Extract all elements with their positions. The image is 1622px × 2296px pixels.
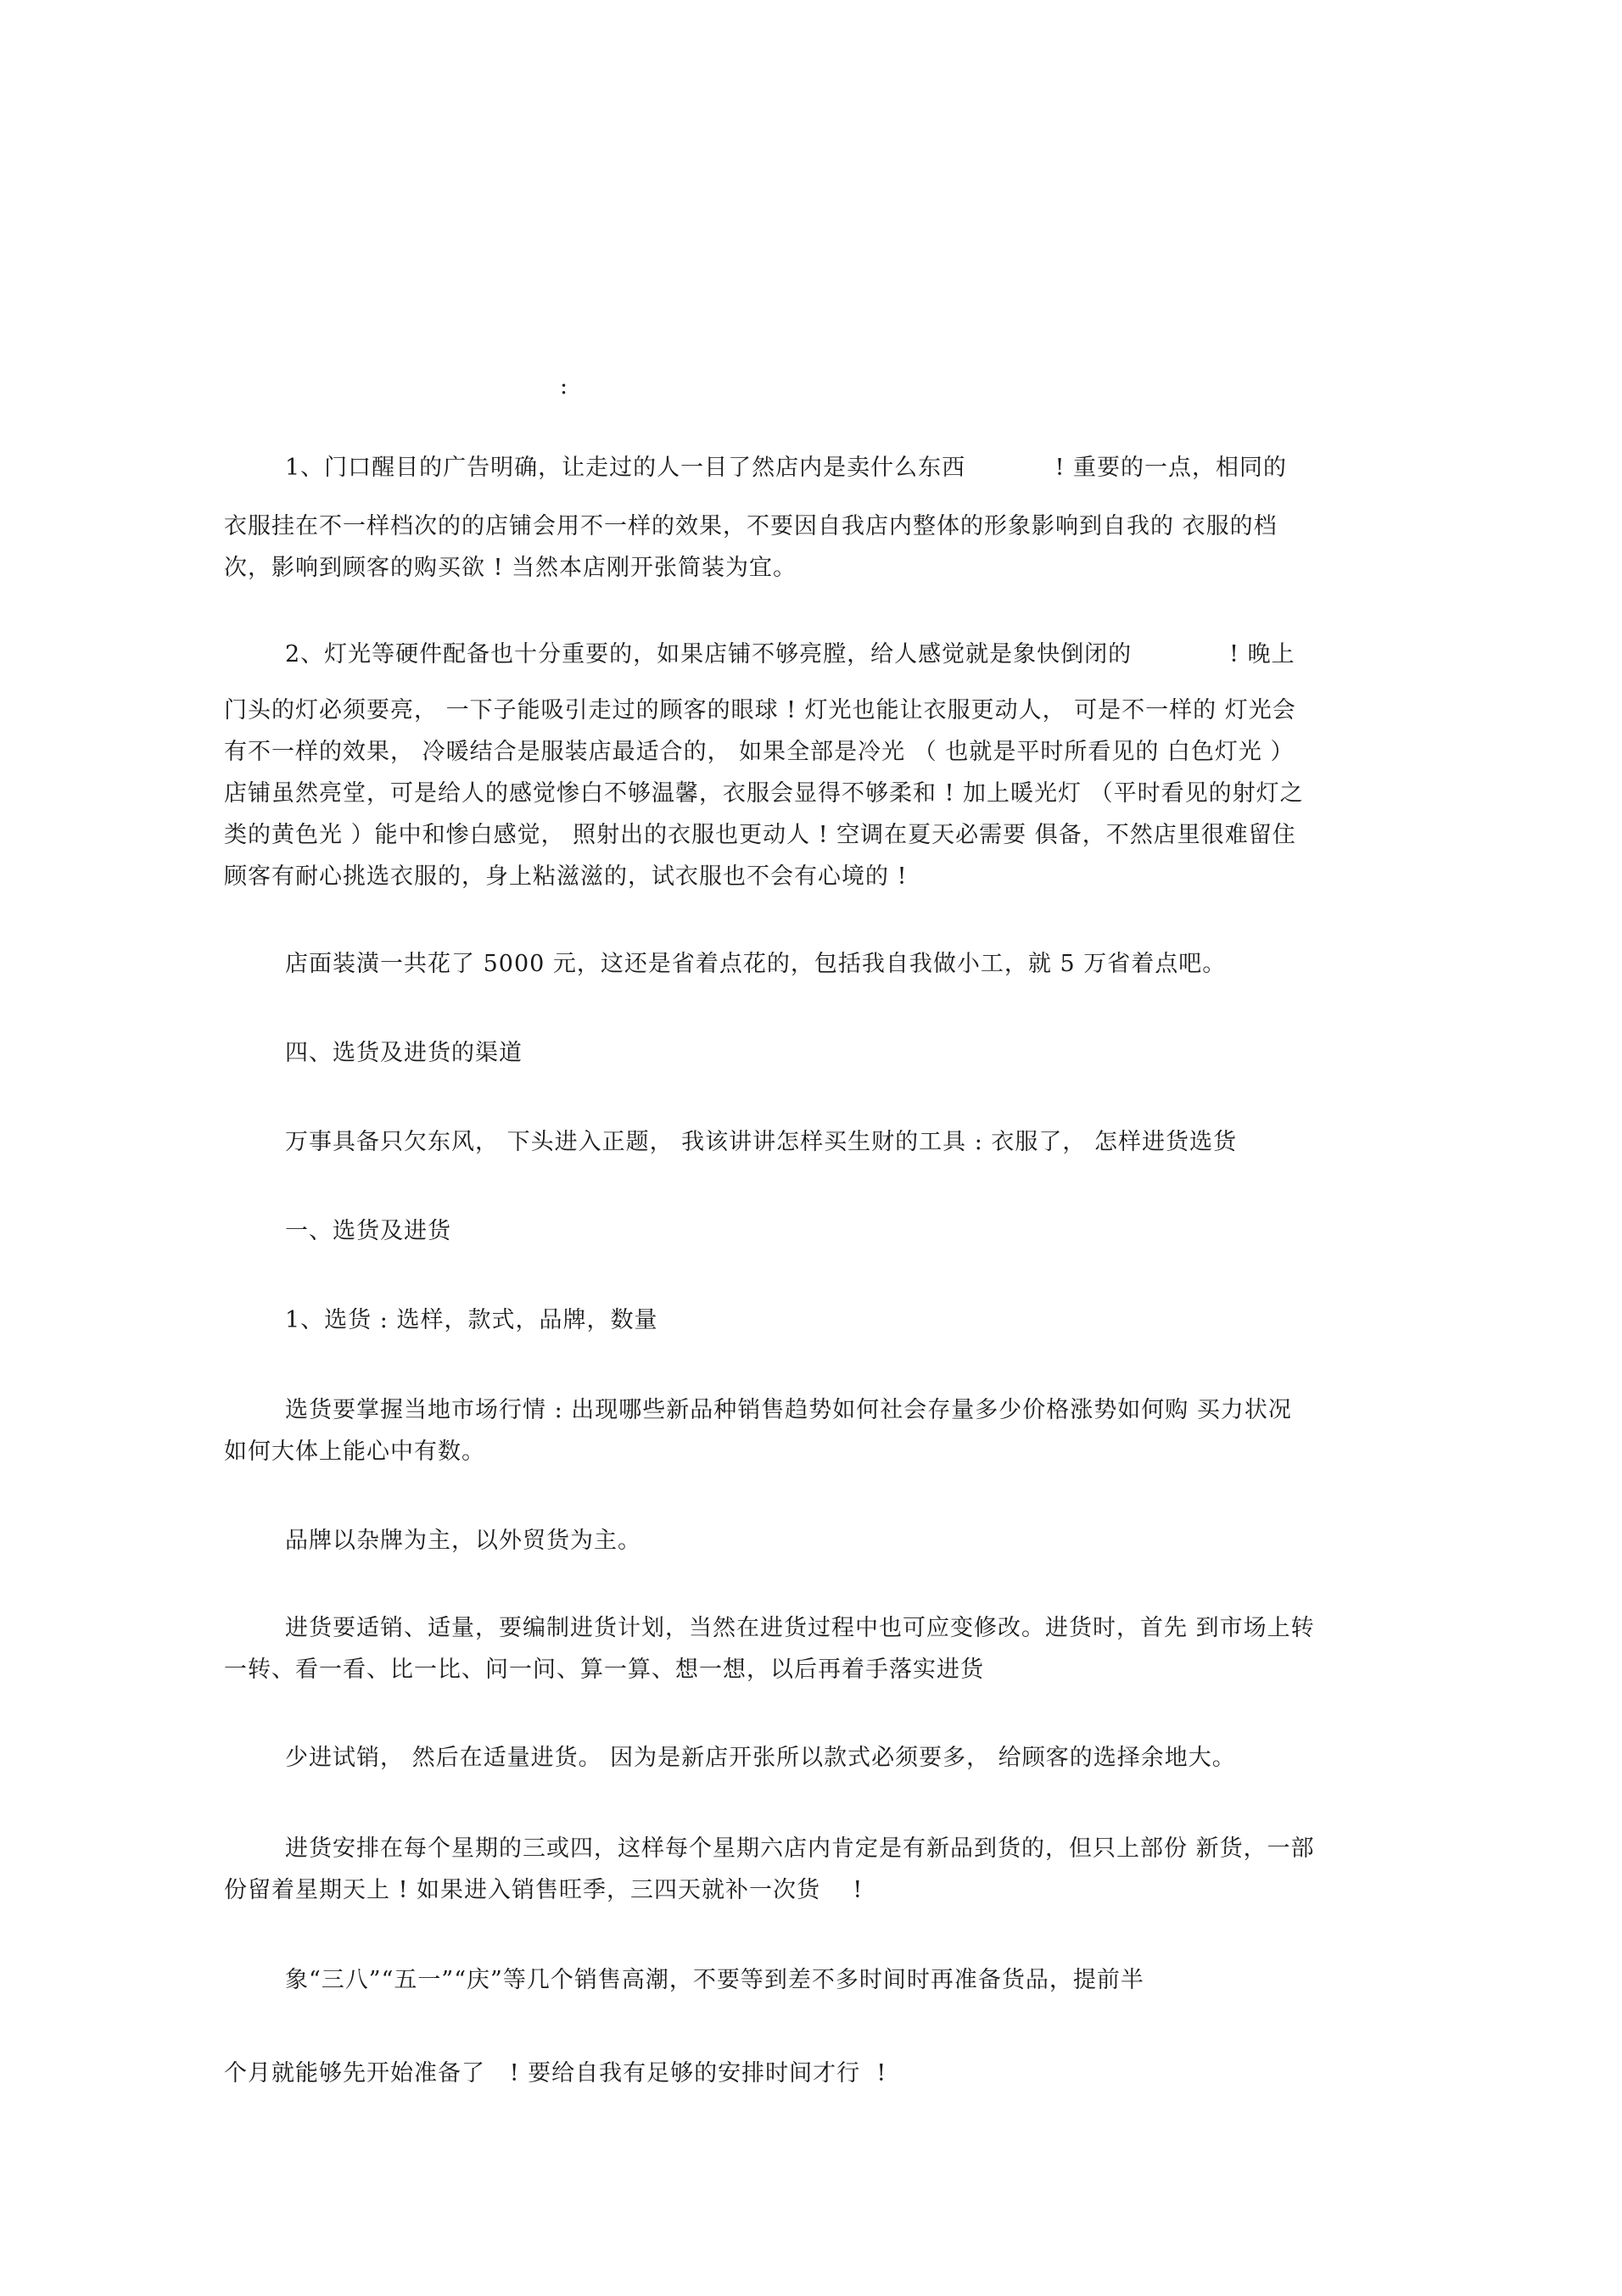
paragraph-1-line-1: 1、门口醒目的广告明确，让走过的人一目了然店内是卖什么东西 ! 重要的一点，相同的	[285, 455, 1288, 481]
paragraph-2-line-4: 店铺虽然亮堂，可是给人的感觉惨白不够温馨，衣服会显得不够柔和 ! 加上暖光灯 （平时看见的射灯之	[224, 780, 1304, 807]
paragraph-10-line-1: 进货要适销、适量，要编制进货计划，当然在进货过程中也可应变修改。进货时，首先 到市场上转	[285, 1615, 1315, 1641]
paragraph-11: 少进试销， 然后在适量进货。 因为是新店开张所以款式必须要多， 给顾客的选择余地大。	[285, 1745, 1236, 1771]
header-mark: :	[560, 373, 568, 399]
paragraph-10-line-2: 一转、看一看、比一比、问一问、算一算、想一想，以后再着手落实进货	[224, 1656, 984, 1683]
section-heading-1: 一、选货及进货	[285, 1218, 451, 1244]
subsection-heading-1: 1、选货 : 选样，款式，品牌，数量	[285, 1307, 658, 1333]
paragraph-2-line-5: 类的黄色光 ）能中和惨白感觉， 照射出的衣服也更动人 ! 空调在夏天必需要 俱备，不然店里很难留住	[224, 822, 1296, 848]
paragraph-8-line-2: 如何大体上能心中有数。	[224, 1438, 485, 1465]
paragraph-2-line-3: 有不一样的效果， 冷暖结合是服装店最适合的， 如果全部是冷光 （ 也就是平时所看见的 白色灯光 ）	[224, 739, 1295, 765]
paragraph-14: 个月就能够先开始准备了 ! 要给自我有足够的安排时间才行 !	[224, 2060, 887, 2087]
paragraph-5: 万事具备只欠东风， 下头进入正题， 我该讲讲怎样买生财的工具 : 衣服了， 怎样进货选货	[285, 1129, 1238, 1155]
paragraph-1-line-2: 衣服挂在不一样档次的的店铺会用不一样的效果，不要因自我店内整体的形象影响到自我的 衣服的档	[224, 513, 1278, 539]
paragraph-2-line-2: 门头的灯必须要亮， 一下子能吸引走过的顾客的眼球 ! 灯光也能让衣服更动人， 可是不一样的 灯光会	[224, 697, 1296, 723]
paragraph-12-line-2: 份留着星期天上 ! 如果进入销售旺季，三四天就补一次货 !	[224, 1877, 864, 1903]
paragraph-2-line-1: 2、灯光等硬件配备也十分重要的，如果店铺不够亮膛，给人感觉就是象快倒闭的 ! 晚上	[285, 641, 1295, 668]
paragraph-3: 店面装潢一共花了 5000 元，这还是省着点花的，包括我自我做小工，就 5 万省着点吧。	[285, 951, 1227, 977]
paragraph-8-line-1: 选货要掌握当地市场行情 : 出现哪些新品种销售趋势如何社会存量多少价格涨势如何购 买力状况	[285, 1397, 1292, 1423]
section-heading-4: 四、选货及进货的渠道	[285, 1040, 523, 1066]
paragraph-13: 象“三八”“五一”“庆”等几个销售高潮，不要等到差不多时间时再准备货品，提前半	[285, 1967, 1144, 1993]
paragraph-2-line-6: 顾客有耐心挑选衣服的，身上粘滋滋的，试衣服也不会有心境的 !	[224, 863, 908, 890]
paragraph-9: 品牌以杂牌为主，以外贸货为主。	[285, 1528, 641, 1554]
paragraph-1-line-3: 次，影响到顾客的购买欲 ! 当然本店刚开张简装为宜。	[224, 555, 797, 581]
paragraph-12-line-1: 进货安排在每个星期的三或四，这样每个星期六店内肯定是有新品到货的，但只上部份 新货，一部	[285, 1835, 1315, 1862]
